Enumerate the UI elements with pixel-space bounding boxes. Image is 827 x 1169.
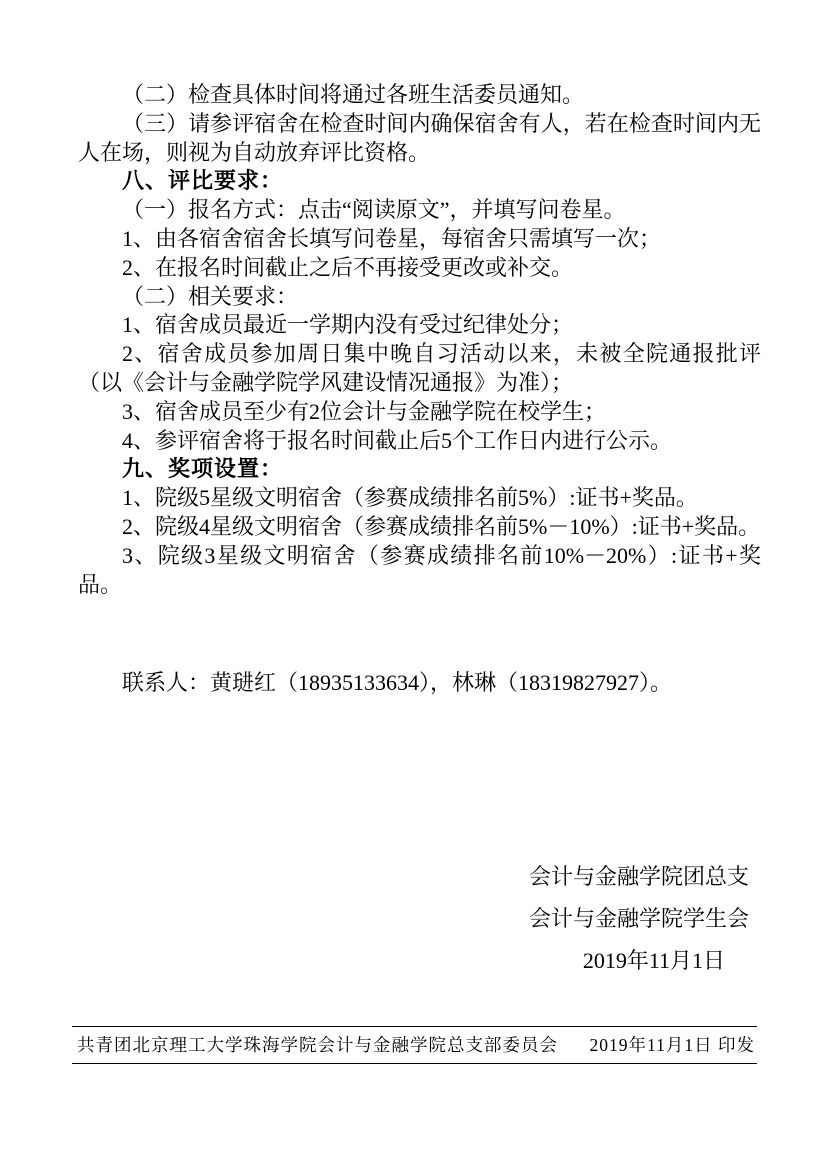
footer-print-date: 2019年11月1日 印发 xyxy=(589,1035,755,1055)
list-item: 2、院级4星级文明宿舍（参赛成绩排名前5%－10%）:证书+奖品。 xyxy=(122,513,761,539)
list-item: 1、院级5星级文明宿舍（参赛成绩排名前5%）:证书+奖品。 xyxy=(122,485,698,511)
document-footer xyxy=(72,1026,757,1064)
body-paragraph: （二）检查具体时间将通过各班生活委员通知。 xyxy=(122,82,585,107)
body-paragraph: （一）报名方式：点击“阅读原文”，并填写问卷星。 xyxy=(122,197,626,223)
signature-org-2: 会计与金融学院学生会 xyxy=(528,906,749,932)
list-item: 2、宿舍成员参加周日集中晚自习活动以来，未被全院通报批评（以《会计与金融学院学风建设情况通报》为准）； xyxy=(78,341,761,395)
list-item: 2、在报名时间截止之后不再接受更改或补交。 xyxy=(122,254,574,280)
body-paragraph: （二）相关要求： xyxy=(122,283,299,309)
list-item: 1、由各宿舍宿舍长填写问卷星，每宿舍只需填写一次； xyxy=(122,225,662,251)
body-paragraph: （三）请参评宿舍在检查时间内确保宿舍有人，若在检查时间内无人在场，则视为自动放弃评比资格。 xyxy=(78,110,761,165)
list-item: 3、宿舍成员至少有2位会计与金融学院在校学生； xyxy=(122,398,607,424)
section-heading-9: 九、奖项设置： xyxy=(122,456,284,482)
list-item: 3、院级3星级文明宿舍（参赛成绩排名前10%－20%）:证书+奖品。 xyxy=(78,542,761,597)
list-item: 1、宿舍成员最近一学期内没有受过纪律处分； xyxy=(122,312,574,338)
footer-issuing-org: 共青团北京理工大学珠海学院会计与金融学院总支部委员会 xyxy=(77,1035,558,1055)
signature-date: 2019年11月1日 xyxy=(582,948,725,974)
document-body xyxy=(78,81,761,975)
contact-line: 联系人：黄琎红（18935133634），林琳（18319827927）。 xyxy=(122,670,673,696)
signature-block xyxy=(78,862,761,975)
section-heading-8: 八、评比要求： xyxy=(122,168,284,194)
list-item: 4、参评宿舍将于报名时间截止后5个工作日内进行公示。 xyxy=(122,427,673,453)
signature-org-1: 会计与金融学院团总支 xyxy=(528,864,749,890)
